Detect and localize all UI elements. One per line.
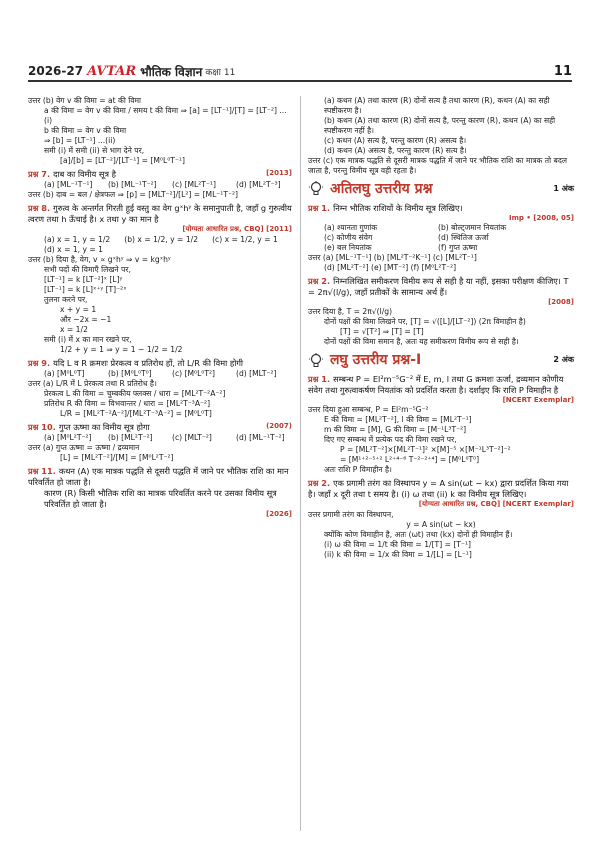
option: (c) [M⁰L⁰T²]	[172, 368, 215, 378]
answer-line: 1/2 + y = 1 ⇒ y = 1 − 1/2 = 1/2	[60, 344, 183, 354]
intro-line: [a]/[b] = [LT⁻²]/[LT⁻¹] = [M⁰L⁰T⁻¹]	[60, 156, 185, 166]
answer-line: y = A sin(ωt − kx)	[406, 519, 476, 529]
option: (d) x = 1, y = 1	[44, 244, 104, 254]
header-title: भौतिक विज्ञान	[140, 64, 203, 79]
option: (a) [M⁰L²T⁻²]	[44, 432, 92, 442]
lightbulb-icon	[308, 353, 324, 369]
cbq-tag: [योग्यता आधारित प्रश्न, CBQ] [2011]	[182, 225, 292, 234]
answer-line: उत्तर प्रगामी तरंग का विस्थापन,	[308, 509, 394, 519]
question-10	[28, 422, 292, 463]
vs-question-1	[308, 203, 574, 273]
option: (d) [ML²T⁻³]	[236, 180, 281, 190]
answer-line: दोनों पक्षों की विमा लिखने पर, [T] = √([L]/[LT⁻²]) (2π विमाहीन है)	[324, 317, 526, 327]
answer-line: L/R = [ML²T⁻²A⁻²]/[ML²T⁻³A⁻²] = [M⁰L⁰T]	[60, 408, 212, 418]
question-number: प्रश्न 9.	[28, 357, 51, 368]
option: (b) [ML⁻¹T⁻²]	[108, 180, 157, 190]
question-number: प्रश्न 2.	[308, 275, 331, 286]
header-brand-logo: AVTAR	[87, 63, 137, 79]
sa-question-2	[308, 478, 574, 559]
year-tag: [2026]	[266, 510, 292, 519]
question-text: सम्बन्ध P = El²m⁻⁵G⁻² में E, m, l तथा G क्रमशः ऊर्जा, द्रव्यमान कोणीय संवेग तथा गुरुत्वाकर्षण नियतांक को प्रदर्शित करता है। दर्शाइए कि राशि P विमाहीन है	[308, 373, 564, 395]
important-tag: Imp • [2008, 05]	[509, 213, 574, 222]
answer-line: = [M¹⁺²⁻⁵⁺² L²⁺⁴⁻⁶ T⁻²⁻²⁺⁴] = [M⁰L⁰T⁰]	[340, 455, 480, 465]
answer-line: [LT⁻¹] = k [LT⁻²]ˣ [L]ʸ	[44, 274, 123, 284]
answer-line: समी (i) में x का मान रखने पर,	[44, 334, 132, 344]
question-number: प्रश्न 10.	[28, 421, 56, 432]
question-text: एक प्रगामी तरंग का विस्थापन y = A sin(ωt − kx) द्वारा प्रदर्शित किया गया है। जहाँ x दूरी तथा t समय है। (i) ω तथा (ii) k का विमीय सूत्र लिखिए।	[308, 478, 569, 500]
list-item: (d) स्थितिज ऊर्जा	[438, 232, 489, 242]
answer-line: [LT⁻¹] = k [L]ˣ⁺ʸ [T]⁻²ˣ	[44, 284, 127, 294]
reason-text: कारण (R) किसी भौतिक राशि का मात्रक परिवर्तित करने पर उसका विमीय सूत्र परिवर्तित हो जाता है।	[44, 488, 277, 510]
question-11-options	[308, 96, 574, 176]
answer-line: उत्तर (a) [ML⁻¹T⁻¹] (b) [ML²T⁻²K⁻¹] (c) [ML²T⁻¹]	[308, 252, 477, 262]
answer-line: m की विमा = [M], G की विमा = [M⁻¹L³T⁻²]	[324, 425, 467, 435]
year-tag: (2007)	[266, 421, 292, 430]
answer-line: दोनों पक्षों की विमा समान है, अतः यह समीकरण विमीय रूप से सही है।	[324, 337, 519, 347]
question-number: प्रश्न 7.	[28, 169, 51, 180]
option: (a) कथन (A) तथा कारण (R) दोनों सत्य है तथा कारण (R), कथन (A) का सही स्पष्टीकरण है।	[324, 96, 550, 116]
answer-line: उत्तर (c) एक मात्रक पद्धति से दूसरी मात्रक पद्धति में जाने पर भौतिक राशि का मात्रक तो बदल जाता है, परन्तु विमीय सूत्र वही रहता है।	[308, 156, 568, 176]
source-tag: [योग्यता आधारित प्रश्न, CBQ] [NCERT Exemplar]	[418, 500, 574, 509]
assertion-text: कथन (A) एक मात्रक पद्धति से दूसरी पद्धति में जाने पर भौतिक राशि का मान परिवर्तित हो जाता है।	[28, 466, 289, 488]
answer-line: अतः राशि P विमाहीन है।	[324, 465, 392, 475]
question-number: प्रश्न 2.	[308, 478, 331, 489]
answer-line: [L] = [ML²T⁻²]/[M] = [M⁰L²T⁻²]	[60, 452, 174, 462]
intro-answer	[28, 96, 292, 166]
option: (c) [ML²T⁻¹]	[172, 180, 216, 190]
question-text: गुप्त ऊष्मा का विमीय सूत्र होगा	[58, 421, 150, 432]
option: (d) [ML⁻¹T⁻²]	[236, 432, 285, 442]
answer-line: उत्तर दिया है, T = 2π√(l/g)	[308, 307, 393, 317]
header-class: कक्षा 11	[205, 67, 236, 78]
options	[28, 369, 292, 379]
page-header	[28, 62, 572, 82]
option: (a) [M⁰L⁰T]	[44, 368, 85, 378]
lightbulb-icon	[308, 181, 324, 197]
question-number: प्रश्न 1.	[308, 202, 331, 213]
answer-line: P = [ML²T⁻²]×[ML²T⁻¹]² ×[M]⁻⁵ ×[M⁻¹L³T⁻²]⁻²	[340, 445, 511, 455]
vs-question-2	[308, 276, 574, 347]
header-year: 2026-27	[28, 64, 84, 78]
question-8	[28, 203, 292, 355]
left-column	[28, 96, 292, 522]
option: (c) x = 1/2, y = 1	[212, 234, 278, 244]
question-number: प्रश्न 11.	[28, 466, 56, 476]
section-heading-very-short	[308, 180, 574, 198]
list-item: (b) बोल्ट्जमान नियतांक	[438, 222, 507, 232]
option: (a) x = 1, y = 1/2	[44, 234, 111, 244]
list-item: (a) श्यानता गुणांक	[324, 222, 378, 232]
answer-line: [T] = √[T²] ⇒ [T] = [T]	[340, 327, 424, 337]
option: (c) कथन (A) सत्य है, परन्तु कारण (R) असत्य है।	[324, 136, 467, 146]
section-marks: 1 अंक	[553, 184, 574, 194]
option: (b) कथन (A) तथा कारण (R) दोनों सत्य है, परन्तु कारण (R), कथन (A) का सही स्पष्टीकरण नहीं है।	[324, 116, 556, 136]
question-11	[28, 466, 292, 519]
year-tag: [2013]	[266, 169, 292, 178]
question-9	[28, 358, 292, 419]
answer-line: (ii) k की विमा = 1/x की विमा = 1/[L] = [L⁻¹]	[324, 549, 472, 559]
section-title: लघु उत्तरीय प्रश्न-I	[330, 352, 422, 369]
answer-line: उत्तर (b) दाब = बल / क्षेत्रफल ⇒ [p] = [MLT⁻²]/[L²] = [ML⁻¹T⁻²]	[28, 190, 239, 200]
question-number: प्रश्न 1.	[308, 373, 331, 384]
option: (a) [ML⁻¹T⁻¹]	[44, 180, 93, 190]
column-divider	[300, 96, 301, 831]
question-text: निम्न भौतिक राशियों के विमीय सूत्र लिखिए।	[333, 202, 463, 213]
answer-line: उत्तर दिया हुआ सम्बन्ध, P = El²m⁻⁵G⁻²	[308, 405, 429, 415]
intro-line: ⇒ [b] = [LT⁻¹] ...(ii)	[44, 136, 116, 146]
options	[28, 433, 292, 443]
answer-line: x = 1/2	[60, 324, 88, 334]
question-text: यदि L व R क्रमशः प्रेरकत्व व प्रतिरोध हों, तो L/R की विमा होगी	[53, 357, 244, 368]
answer-line: x + y = 1	[60, 304, 97, 314]
option: (d) कथन (A) असत्य है, परन्तु कारण (R) सत्य है।	[324, 146, 467, 156]
page-number: 11	[553, 63, 572, 79]
item-list	[308, 223, 574, 253]
question-7	[28, 169, 292, 200]
year-tag: [2008]	[548, 298, 574, 307]
right-column	[308, 96, 574, 563]
question-number: प्रश्न 8.	[28, 203, 51, 214]
list-item: (e) बल नियतांक	[324, 242, 372, 252]
options	[28, 235, 292, 255]
option: (b) x = 1/2, y = 1/2	[124, 234, 199, 244]
option: (b) [M⁰L⁰T⁰]	[108, 368, 152, 378]
options	[28, 180, 292, 190]
answer-line: क्योंकि कोण विमाहीन है, अतः (ωt) तथा (kx) दोनों ही विमाहीन हैं।	[324, 529, 513, 539]
list-item: (f) गुप्त ऊष्मा	[438, 242, 478, 252]
question-text: दाब का विमीय सूत्र है	[53, 169, 116, 180]
intro-line: समी (i) में समी (ii) से भाग देने पर,	[44, 146, 145, 156]
answer-line: उत्तर (b) दिया है, वेग, v ∝ gˣhʸ ⇒ v = kgˣhʸ	[28, 254, 171, 264]
section-heading-short	[308, 351, 574, 369]
question-text: गुरुत्व के अन्तर्गत गिरती हुई वस्तु का वेग gˣhʸ के समानुपाती है, जहाँ g गुरुत्वीय त्वरण तथा h ऊँचाई है। x तथा y का मान है	[28, 203, 292, 225]
answer-line: प्रतिरोध R की विमा = विभवान्तर / धारा = [ML²T⁻³A⁻²]	[44, 398, 211, 408]
answer-line: E की विमा = [ML²T⁻²], l की विमा = [ML²T⁻¹]	[324, 415, 472, 425]
section-marks: 2 अंक	[553, 355, 574, 365]
option: (c) [MLT⁻²]	[172, 432, 212, 442]
intro-line: b की विमा = वेग v की विमा	[44, 126, 127, 136]
answer-line: प्रेरकत्व L की विमा = चुम्बकीय फ्लक्स / धारा = [ML²T⁻²A⁻²]	[44, 388, 226, 398]
intro-line: उत्तर (b) वेग v की विमा = at की विमा	[28, 96, 141, 105]
answer-line: दिए गए सम्बन्ध में प्रत्येक पद की विमा रखने पर,	[324, 435, 457, 445]
answer-line: उत्तर (a) L/R में L प्रेरकत्व तथा R प्रतिरोध है।	[28, 378, 157, 388]
source-tag: [NCERT Exemplar]	[502, 395, 574, 404]
sa-question-1	[308, 374, 574, 475]
option: (b) [ML²T⁻²]	[108, 432, 153, 442]
answer-line: (i) ω की विमा = 1/t की विमा = 1/[T] = [T⁻¹]	[324, 539, 471, 549]
option: (d) [MLT⁻²]	[236, 368, 277, 378]
answer-line: और −2x = −1	[60, 314, 112, 324]
answer-line: तुलना करने पर,	[44, 294, 88, 304]
section-title: अतिलघु उत्तरीय प्रश्न	[330, 181, 433, 198]
question-text: निम्नलिखित समीकरण विमीय रूप से सही है या नहीं, इसका परीक्षण कीजिए। T = 2π√(l/g), जहाँ प्रतीकों के सामान्य अर्थ हैं।	[308, 275, 569, 298]
list-item: (c) कोणीय संवेग	[324, 232, 373, 242]
intro-line: a की विमा = वेग v की विमा / समय t की विमा ⇒ [a] = [LT⁻¹]/[T] = [LT⁻²] ...(i)	[44, 106, 287, 126]
answer-line: (d) [ML²T⁻²] (e) [MT⁻²] (f) [M⁰L²T⁻²]	[324, 262, 457, 272]
answer-line: सभी पदों की विमाएँ लिखने पर,	[44, 264, 131, 274]
answer-line: उत्तर (a) गुप्त ऊष्मा = ऊष्मा / द्रव्यमान	[28, 442, 140, 452]
